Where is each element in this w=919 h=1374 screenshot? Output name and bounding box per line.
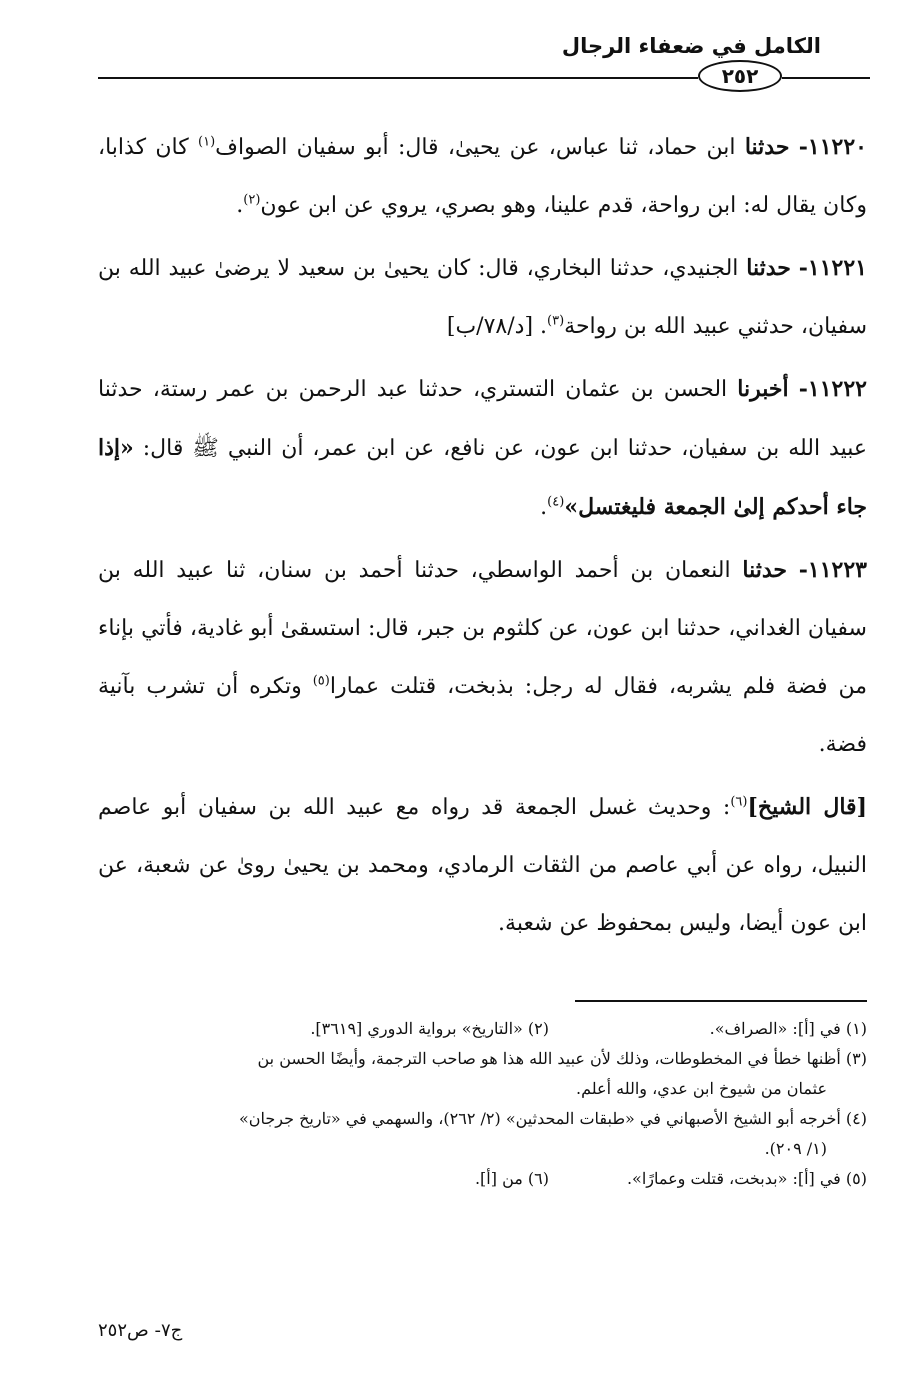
footnote-row: [98, 1164, 867, 1194]
main-text: [98, 118, 867, 957]
entry-text: . [د/٧٨/ب]: [446, 314, 548, 339]
footnote-divider: [575, 1000, 867, 1002]
entry-text: النعمان بن أحمد الواسطي، حدثنا أحمد بن سنان، ثنا عبيد الله بن سفيان الغداني، حدثنا ابن عون، عن كلثوم بن جبر، قال: استسقىٰ أبو غادية، فأتي بإناء من فضة فلم يشربه، فقال له رجل: بذبخت، قتلت عمارا: [98, 558, 868, 699]
footnote-marker: (٣): [547, 313, 565, 329]
footnote-5: (٥) في [أ]: «بدبخت، قتلت وعمارًا».: [626, 1169, 867, 1188]
narration-verb: أخبرنا: [737, 376, 789, 402]
entry-number: ١١٢٢١: [807, 255, 867, 281]
footnote-marker: (٢): [243, 192, 261, 208]
narration-verb: حدثنا: [746, 255, 791, 281]
entry-number: ١١٢٢٣: [807, 557, 867, 583]
entry-text: الجنيدي، حدثنا البخاري، قال: كان يحيىٰ بن سعيد لا يرضىٰ عبيد الله بن سفيان، حدثني عبيد الله بن رواحة: [98, 256, 867, 339]
footnote-marker: (١): [198, 134, 216, 150]
volume-page-marker: ج٧- ص٢٥٢: [98, 1320, 183, 1341]
sheikh-note: [98, 778, 867, 953]
entry-text: ابن حماد، ثنا عباس، عن يحيىٰ، قال: أبو سفيان الصواف: [215, 135, 736, 160]
entry-11220: [98, 118, 867, 235]
footnote-marker: (٥): [312, 673, 330, 689]
entry-number: ١١٢٢٠: [807, 134, 867, 160]
entry-text: كان كذابا، وكان يقال له: ابن رواحة، قدم علينا، وهو بصري، يروي عن ابن عون: [98, 135, 867, 218]
footnote-6: (٦) من [أ].: [474, 1169, 549, 1188]
sheikh-text: : وحديث غسل الجمعة قد رواه مع عبيد الله بن سفيان أبو عاصم النبيل، رواه عن أبي عاصم من الثقات الرمادي، ومحمد بن يحيىٰ روىٰ عن شعبة، عن ابن عون أيضا، وليس بمحفوظ عن شعبة.: [98, 795, 867, 936]
entry-dash: -: [798, 376, 808, 402]
footnote-3-line-1: (٣) أظنها خطأ في المخطوطات، وذلك لأن عبيد الله هذا هو صاحب الترجمة، وأيضًا الحسن بن: [257, 1049, 867, 1068]
footnote-2: (٢) «التاريخ» برواية الدوري [٣٦١٩].: [310, 1019, 549, 1038]
footnote-4-line-2: (١/ ٢٠٩).: [764, 1139, 827, 1158]
entry-text: الحسن بن عثمان التستري، حدثنا عبد الرحمن بن عمر رستة، حدثنا عبيد الله بن سفيان، حدثنا ابن عون، عن نافع، عن ابن عمر، أن النبي ﷺ قال:: [98, 377, 867, 461]
hadith-quote: «إذا جاء أحدكم إلىٰ الجمعة فليغتسل»: [98, 435, 867, 520]
entry-number: ١١٢٢٢: [807, 376, 867, 402]
footnote-4-line-1: (٤) أخرجه أبو الشيخ الأصبهاني في «طبقات المحدثين» (٢/ ٢٦٢)، والسهمي في «تاريخ جرجان»: [238, 1109, 867, 1128]
footnotes: [98, 1014, 867, 1194]
footnote-marker: (٤): [547, 494, 565, 510]
entry-11221: [98, 239, 867, 356]
footnote-row: [98, 1014, 867, 1044]
sheikh-label: [قال الشيخ]: [747, 794, 867, 820]
header-rule-right: [782, 77, 870, 79]
entry-dash: -: [798, 134, 808, 160]
page-number-badge: [698, 60, 782, 92]
header-rule-left: [98, 77, 698, 79]
footnote-1: (١) في [أ]: «الصراف».: [709, 1019, 867, 1038]
running-head-title: الكامل في ضعفاء الرجال: [561, 34, 821, 58]
entry-dash: -: [798, 557, 808, 583]
footnote-marker: (٦): [730, 794, 748, 810]
entry-dash: -: [798, 255, 808, 281]
footnote-3-line-2: عثمان من شيوخ ابن عدي، والله أعلم.: [576, 1079, 827, 1098]
entry-11222: [98, 360, 867, 537]
entry-text: وتكره أن تشرب بآنية فضة.: [98, 674, 867, 757]
page-number: ٢٥٢: [721, 64, 759, 88]
narration-verb: حدثنا: [742, 557, 787, 583]
entry-11223: [98, 541, 867, 774]
entry-text: .: [540, 495, 548, 520]
entry-text: .: [236, 193, 244, 218]
narration-verb: حدثنا: [744, 134, 790, 160]
